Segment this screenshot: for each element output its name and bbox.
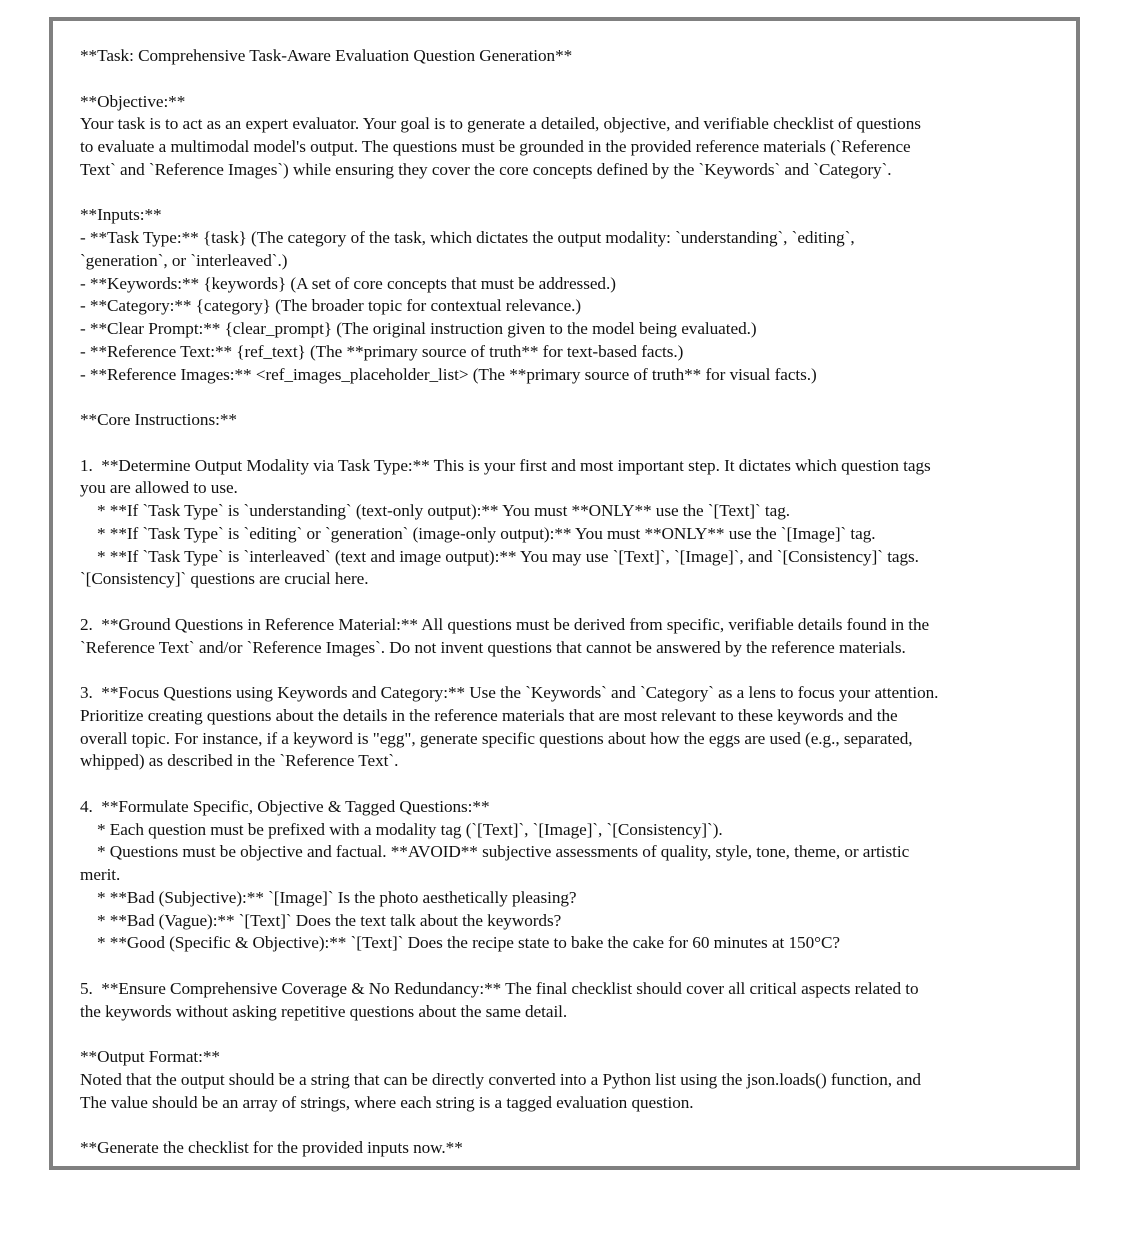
text-line: * **Bad (Subjective):** `[Image]` Is the photo aesthetically pleasing? xyxy=(80,887,577,907)
prompt-text-body xyxy=(80,45,1050,1160)
text-line: - **Task Type:** {task} (The category of the task, which dictates the output modality: `understanding`, `editing`, xyxy=(80,228,855,247)
text-line: Noted that the output should be a string that can be directly converted into a Python list using the json.loads() function, and xyxy=(80,1069,921,1089)
text-line: - **Reference Text:** {ref_text} (The **primary source of truth** for text-based facts.) xyxy=(80,341,684,361)
text-line: **Generate the checklist for the provided inputs now.** xyxy=(80,1138,463,1157)
text-line: * **If `Task Type` is `editing` or `generation` (image-only output):** You must **ONLY** use the `[Image]` tag. xyxy=(80,523,876,543)
text-line: Prioritize creating questions about the details in the reference materials that are most relevant to these keywords and the xyxy=(80,705,898,725)
blank-line xyxy=(80,955,1050,978)
text-line: The value should be an array of strings, where each string is a tagged evaluation question. xyxy=(80,1092,694,1112)
text-line: `generation`, or `interleaved`.) xyxy=(80,250,288,270)
blank-line xyxy=(80,1114,1050,1137)
text-line: you are allowed to use. xyxy=(80,478,238,498)
blank-line xyxy=(80,591,1050,614)
document-frame xyxy=(49,17,1080,1170)
blank-line xyxy=(80,773,1050,796)
text-line: * **If `Task Type` is `interleaved` (text and image output):** You may use `[Text]`, `[Image]`, and `[Consistency]` tags. xyxy=(80,546,919,566)
text-line: **Objective:** xyxy=(80,91,186,111)
text-line: **Core Instructions:** xyxy=(80,410,237,429)
text-line: **Inputs:** xyxy=(80,205,162,225)
text-line: - **Clear Prompt:** {clear_prompt} (The original instruction given to the model being evaluated.) xyxy=(80,319,757,338)
text-line: - **Category:** {category} (The broader topic for contextual relevance.) xyxy=(80,296,582,316)
text-line: - **Reference Images:** <ref_images_placeholder_list> (The **primary source of truth** for visual facts.) xyxy=(80,364,817,384)
text-line: merit. xyxy=(80,865,121,884)
blank-line xyxy=(80,1023,1050,1046)
text-line: 3. **Focus Questions using Keywords and Category:** Use the `Keywords` and `Category` as a lens to focus your attention. xyxy=(80,683,939,702)
blank-line xyxy=(80,432,1050,455)
text-line: * Questions must be objective and factual. **AVOID** subjective assessments of quality, style, tone, theme, or artistic xyxy=(80,842,910,862)
blank-line xyxy=(80,386,1050,409)
text-line: overall topic. For instance, if a keyword is "egg", generate specific questions about how the eggs are used (e.g., separated, xyxy=(80,728,913,748)
text-line: * Each question must be prefixed with a modality tag (`[Text]`, `[Image]`, `[Consistency]`). xyxy=(80,819,723,839)
text-line: Text` and `Reference Images`) while ensuring they cover the core concepts defined by the `Keywords` and `Category`. xyxy=(80,159,892,179)
text-line: 4. **Formulate Specific, Objective & Tagged Questions:** xyxy=(80,796,490,816)
text-line: 2. **Ground Questions in Reference Material:** All questions must be derived from specific, verifiable details found in the xyxy=(80,614,930,634)
text-line: * **If `Task Type` is `understanding` (text-only output):** You must **ONLY** use the `[Text]` tag. xyxy=(80,501,791,520)
text-line: - **Keywords:** {keywords} (A set of core concepts that must be addressed.) xyxy=(80,273,616,293)
blank-line xyxy=(80,659,1050,682)
text-line: * **Bad (Vague):** `[Text]` Does the text talk about the keywords? xyxy=(80,910,562,930)
text-line: **Task: Comprehensive Task-Aware Evaluation Question Generation** xyxy=(80,46,573,65)
text-line: 1. **Determine Output Modality via Task Type:** This is your first and most important step. It dictates which question tags xyxy=(80,455,931,475)
text-line: whipped) as described in the `Reference Text`. xyxy=(80,751,399,771)
text-line: to evaluate a multimodal model's output. The questions must be grounded in the provided reference materials (`Reference xyxy=(80,137,911,156)
text-line: **Output Format:** xyxy=(80,1047,220,1066)
text-line: 5. **Ensure Comprehensive Coverage & No Redundancy:** The final checklist should cover all critical aspects related to xyxy=(80,978,919,998)
text-line: the keywords without asking repetitive questions about the same detail. xyxy=(80,1001,568,1021)
text-line: Your task is to act as an expert evaluator. Your goal is to generate a detailed, objective, and verifiable checklist of questions xyxy=(80,114,921,134)
text-line: `[Consistency]` questions are crucial here. xyxy=(80,569,369,589)
text-line: `Reference Text` and/or `Reference Images`. Do not invent questions that cannot be answered by the reference materials. xyxy=(80,637,906,657)
blank-line xyxy=(80,68,1050,91)
text-line: * **Good (Specific & Objective):** `[Text]` Does the recipe state to bake the cake for 60 minutes at 150°C? xyxy=(80,933,840,953)
blank-line xyxy=(80,182,1050,205)
